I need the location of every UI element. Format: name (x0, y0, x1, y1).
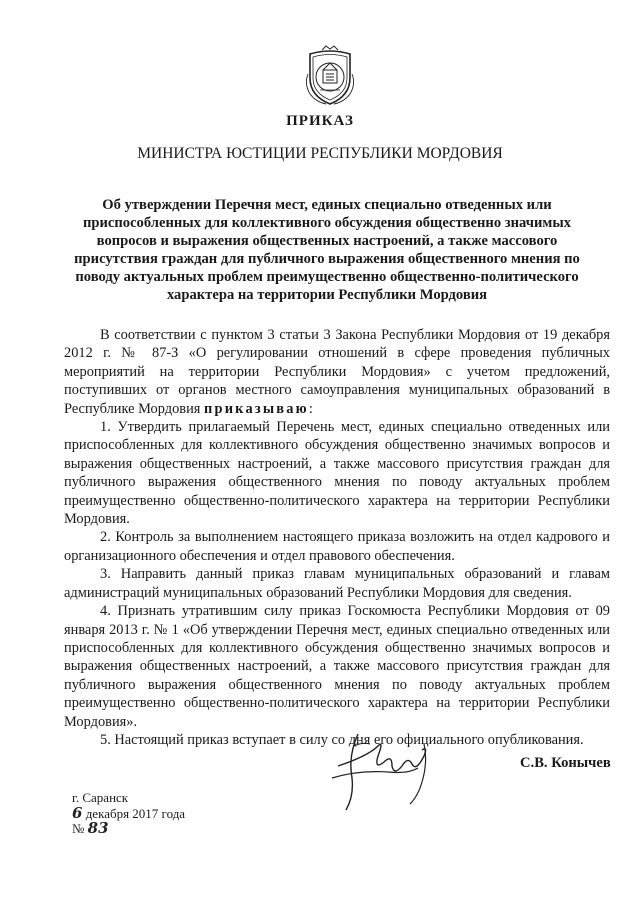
order-item-3: 3. Направить данный приказ главам муниципальных образований и главам администраций муниципальных образований Республики Мордовия для сведения. (64, 566, 610, 601)
preamble-paragraph (64, 326, 610, 418)
signature-icon (318, 726, 458, 816)
coat-of-arms-icon (302, 44, 358, 106)
order-item-5: 5. Настоящий приказ вступает в силу со дня его официального опубликования. (100, 731, 584, 748)
number-line (72, 821, 185, 837)
date-day: 6 (72, 803, 83, 822)
issuer-heading: МИНИСТРА ЮСТИЦИИ РЕСПУБЛИКИ МОРДОВИЯ (137, 145, 503, 162)
place-and-date (72, 790, 185, 837)
date-month-year: декабря 2017 года (85, 805, 186, 821)
signer-name: С.В. Конычев (520, 755, 611, 771)
document-type: ПРИКАЗ (286, 113, 354, 129)
order-body (64, 326, 610, 749)
order-word: приказываю (204, 400, 309, 417)
preamble-colon: : (308, 400, 313, 417)
order-title: Об утверждении Перечня мест, единых специально отведенных или приспособленных для коллективного обсуждения общественно значимых вопросов и выражения общественных настроений, а также массового присутствия граждан для публичного выражения общественного мнения по поводу актуальных проблем преимущественно общественно-политического характера на территории Республики Мордовия (74, 197, 580, 303)
preamble-text: В соответствии с пунктом 3 статьи 3 Закона Республики Мордовия от 19 декабря 2012 г. № 87-З «О регулировании отношений в сфере проведения публичных мероприятий на территории Республики Мордовия» с учетом предложений, поступивших от органов местного самоуправления муниципальных образований в Республике Мордовия (64, 327, 610, 417)
city: г. Саранск (72, 790, 129, 805)
order-number: 83 (87, 819, 109, 837)
number-prefix: № (72, 821, 85, 836)
order-item-1: 1. Утвердить прилагаемый Перечень мест, единых специально отведенных или приспособленных для коллективного обсуждения общественно значимых вопросов и выражения общественных настроений, а также массового присутствия граждан для публичного выражения общественного мнения по поводу актуальных проблем преимущественно общественно-политического характера на территории Республики Мордовия. (64, 419, 610, 528)
order-item-4: 4. Признать утратившим силу приказ Госкомюста Республики Мордовия от 09 января 2013 г. № 1 «Об утверждении Перечня мест, единых специально отведенных или приспособленных для коллективного обсуждения общественно значимых вопросов и выражения общественных настроений, а также массового присутствия граждан для публичного выражения общественного мнения по поводу актуальных проблем преимущественно общественно-политического характера на территории Республики Мордовия». (64, 603, 610, 730)
order-item-2: 2. Контроль за выполнением настоящего приказа возложить на отдел кадрового и организационного обеспечения и отдел правового обеспечения. (64, 529, 610, 564)
